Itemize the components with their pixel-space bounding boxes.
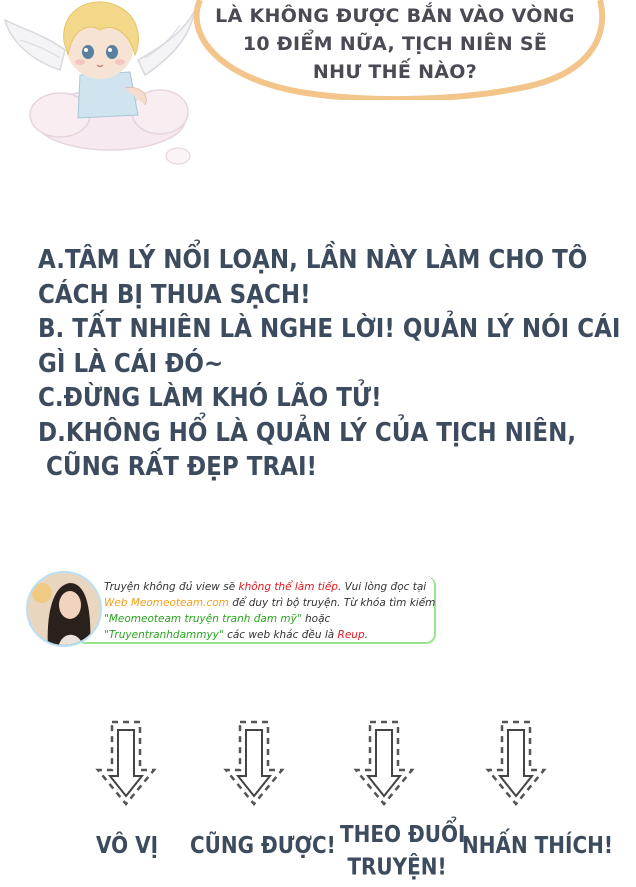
speech-bubble-text [210,2,580,86]
angel-chibi-illustration [0,0,200,180]
cta-follow-line: TRUYỆN! [347,852,447,881]
down-arrow-icon [352,718,416,808]
avatar [26,571,102,647]
options-list [38,243,621,485]
bubble-line: NHƯ THẾ NÀO? [312,61,478,83]
cta-follow-line: THEO ĐUỔI [340,820,466,848]
down-arrow-icon [222,718,286,808]
bubble-line: LÀ KHÔNG ĐƯỢC BẮN VÀO VÒNG [215,5,575,27]
option-line: CÁCH BỊ THUA SẠCH! [38,279,311,310]
option-line: B. TẤT NHIÊN LÀ NGHE LỜI! QUẢN LÝ NÓI CÁI [38,314,621,344]
down-arrow-icon [484,718,548,808]
option-line: C.ĐỪNG LÀM KHÓ LÃO TỬ! [38,383,382,413]
down-arrow-icon [94,718,158,808]
option-line: D.KHÔNG HỔ LÀ QUẢN LÝ CỦA TỊCH NIÊN, [38,417,577,448]
cta-follow[interactable] [340,818,466,882]
bubble-line: 10 ĐIỂM NỮA, TỊCH NIÊN SẼ [242,33,548,55]
option-line: A.TÂM LÝ NỔI LOẠN, LẦN NÀY LÀM CHO TÔ [38,245,588,275]
cta-bored[interactable]: VÔ VỊ [96,831,159,859]
option-line: CŨNG RẤT ĐẸP TRAI! [38,452,317,482]
cta-like[interactable]: NHẤN THÍCH! [462,831,614,859]
translator-notice [26,571,436,647]
cta-okay[interactable]: CŨNG ĐƯỢC! [190,831,336,859]
option-line: GÌ LÀ CÁI ĐÓ~ [38,348,224,379]
site-link[interactable]: Web Meomeoteam.com [104,597,229,609]
notice-text: Truyện không đủ view sẽ không thể làm tiếp. Vui lòng đọc tại Web Meomeoteam.com để duy trì bộ truyện. Từ khóa tìm kiếm "Meomeoteam truyện tranh đam mỹ" hoặc "Truyentranhdammyy" các web khác đều là Reup. [104,581,436,641]
